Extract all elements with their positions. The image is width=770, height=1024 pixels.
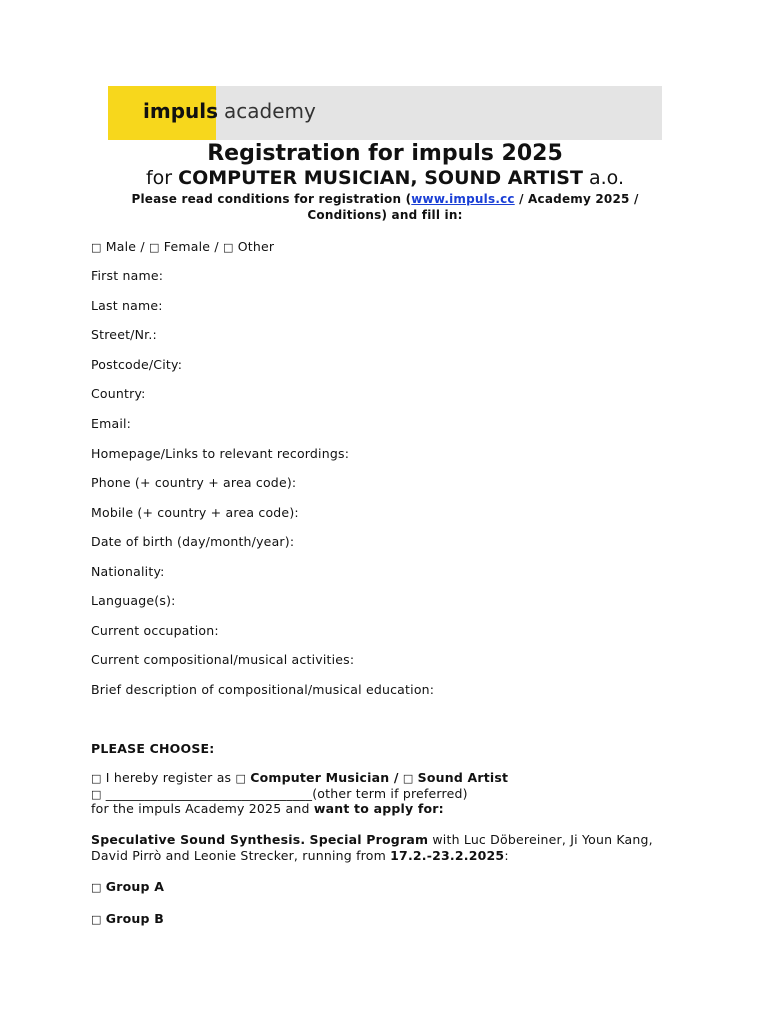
checkbox-register[interactable]: □ xyxy=(91,772,102,785)
label-female: Female xyxy=(163,239,211,254)
subtitle-suffix: a.o. xyxy=(582,167,625,189)
label-male: Male xyxy=(105,239,137,254)
for-text: for the impuls Academy 2025 and xyxy=(91,801,310,816)
checkbox-male[interactable]: □ xyxy=(91,241,102,254)
logo-academy: academy xyxy=(224,99,316,123)
checkbox-female[interactable]: □ xyxy=(149,241,160,254)
other-term-row xyxy=(91,786,468,801)
program-dates: 17.2.-23.2.2025 xyxy=(390,848,505,863)
instructions xyxy=(100,191,670,223)
checkbox-computer-musician[interactable]: □ xyxy=(235,772,247,785)
label-group-a: Group A xyxy=(105,879,165,894)
label-group-b: Group B xyxy=(105,911,164,926)
other-term-blank[interactable]: ________________________________ xyxy=(105,786,313,801)
apply-text: want to apply for: xyxy=(313,801,444,816)
field-country: Country: xyxy=(91,386,146,401)
program-name: Speculative Sound Synthesis. xyxy=(91,832,306,847)
field-languages: Language(s): xyxy=(91,593,176,608)
program-special: Special Program xyxy=(309,832,429,847)
option-computer-musician: Computer Musician / xyxy=(250,770,399,785)
logo-impuls: impuls xyxy=(143,99,219,123)
checkbox-group-a[interactable]: □ xyxy=(91,881,102,894)
apply-row xyxy=(91,801,444,816)
choose-heading: PLEASE CHOOSE: xyxy=(91,741,215,756)
subtitle-prefix: for xyxy=(145,167,179,189)
impuls-link[interactable]: www.impuls.cc xyxy=(411,192,515,206)
other-term-note: (other term if preferred) xyxy=(312,786,468,801)
program-line-2 xyxy=(91,848,509,863)
register-prefix: I hereby register as xyxy=(105,770,232,785)
field-date-of-birth: Date of birth (day/month/year): xyxy=(91,534,295,549)
checkbox-sound-artist[interactable]: □ xyxy=(402,772,414,785)
group-b-row xyxy=(91,911,164,926)
page-subtitle xyxy=(0,167,770,189)
field-last-name: Last name: xyxy=(91,298,163,313)
program-colon: : xyxy=(504,848,509,863)
field-homepage: Homepage/Links to relevant recordings: xyxy=(91,446,350,461)
field-activities: Current compositional/musical activities: xyxy=(91,652,355,667)
page-title: Registration for impuls 2025 xyxy=(207,141,563,166)
subtitle-bold: COMPUTER MUSICIAN, SOUND ARTIST xyxy=(178,167,583,189)
field-nationality: Nationality: xyxy=(91,564,165,579)
gender-row xyxy=(91,239,274,254)
program-with: with Luc Döbereiner, Ji Youn Kang, xyxy=(432,832,653,847)
program-line-1 xyxy=(91,832,653,847)
field-mobile: Mobile (+ country + area code): xyxy=(91,505,299,520)
checkbox-other-term[interactable]: □ xyxy=(91,788,102,801)
label-other: Other xyxy=(237,239,275,254)
field-postcode-city: Postcode/City: xyxy=(91,357,183,372)
header-banner xyxy=(108,86,662,140)
group-a-row xyxy=(91,879,164,894)
checkbox-group-b[interactable]: □ xyxy=(91,913,102,926)
gender-separator: / xyxy=(214,239,219,254)
field-first-name: First name: xyxy=(91,268,164,283)
gender-separator: / xyxy=(140,239,145,254)
instructions-after: / Academy 2025 / Conditions) and fill in: xyxy=(307,192,639,222)
option-sound-artist: Sound Artist xyxy=(417,770,509,785)
field-phone: Phone (+ country + area code): xyxy=(91,475,297,490)
register-row xyxy=(91,770,508,785)
program-line2-text: David Pirrò and Leonie Strecker, running from xyxy=(91,848,386,863)
field-education: Brief description of compositional/musical education: xyxy=(91,682,435,697)
instructions-before: Please read conditions for registration ( xyxy=(131,192,412,206)
field-occupation: Current occupation: xyxy=(91,623,219,638)
field-email: Email: xyxy=(91,416,132,431)
field-street: Street/Nr.: xyxy=(91,327,157,342)
checkbox-other[interactable]: □ xyxy=(222,241,234,254)
